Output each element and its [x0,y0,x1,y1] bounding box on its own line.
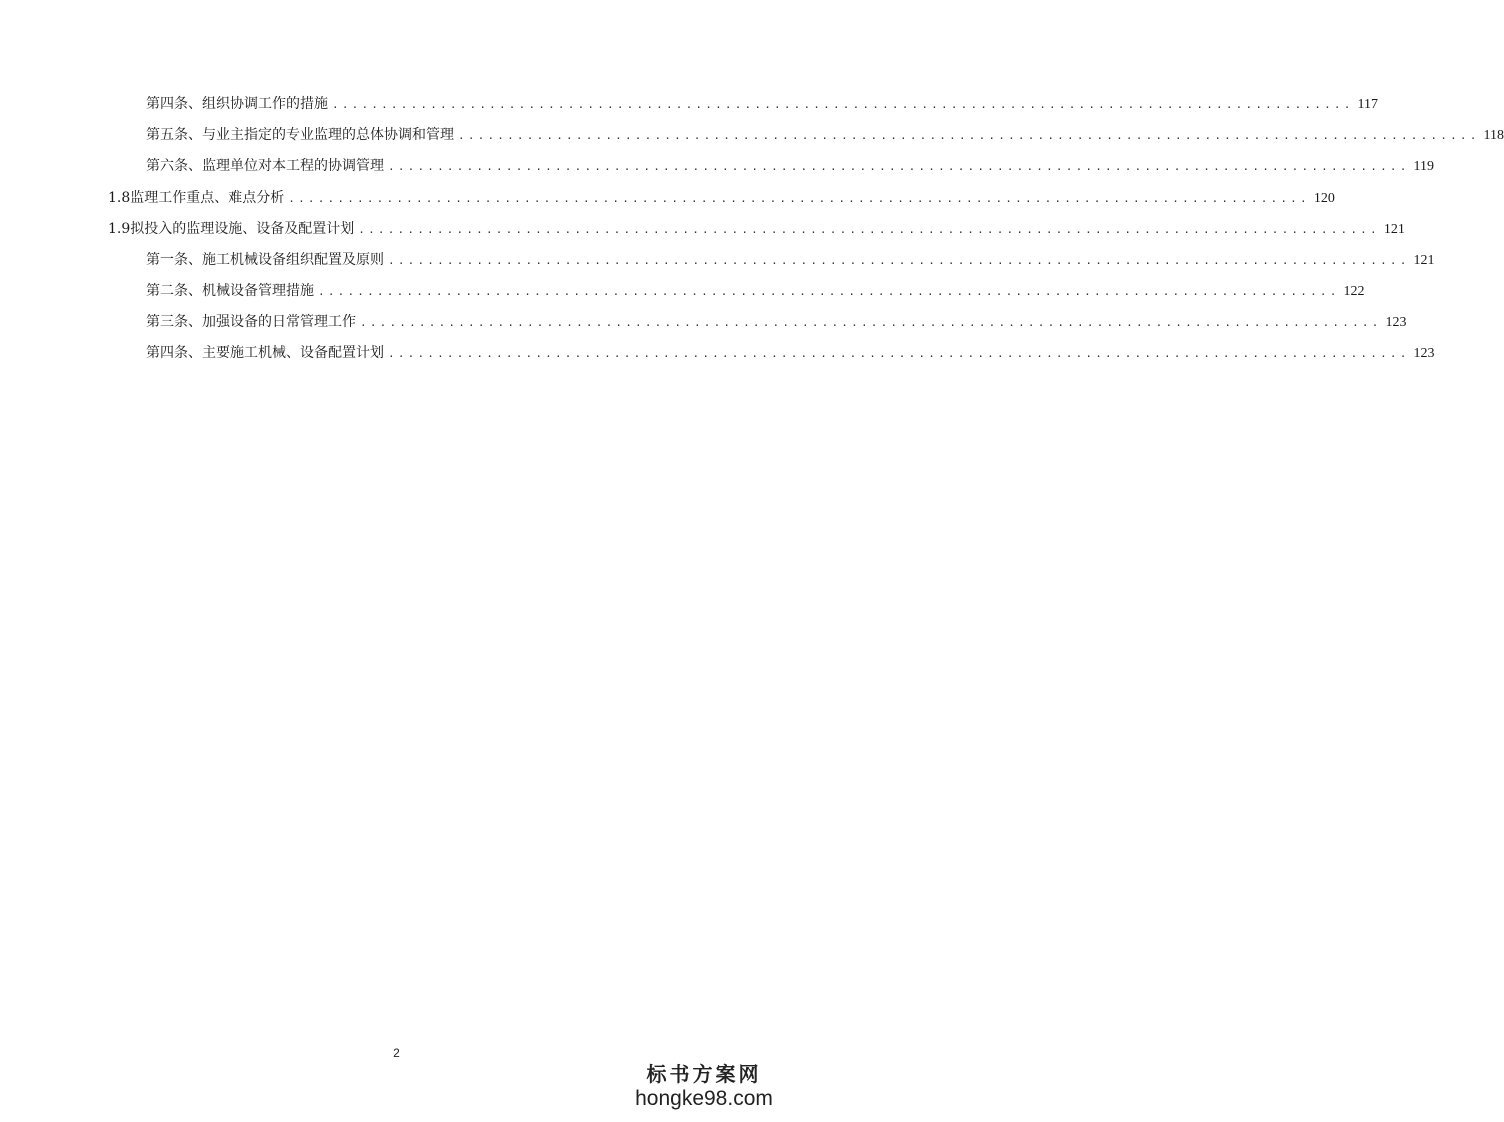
toc-entry[interactable] [146,310,1407,334]
page-number: 2 [393,1046,400,1060]
toc-entry-page: 118 [1483,128,1504,143]
toc-entry-title: 1.9拟投入的监理设施、设备及配置计划 [108,221,355,237]
toc-entry-page: 121 [1413,253,1435,268]
toc-entry-title: 第四条、主要施工机械、设备配置计划 [146,345,384,361]
toc-entry[interactable] [108,186,1335,210]
toc-entry-page: 121 [1383,222,1405,237]
toc-dot-leader: ........................................................................................................ [288,192,1310,205]
toc-entry[interactable] [146,248,1435,272]
toc-entry-page: 123 [1413,346,1435,361]
toc-entry[interactable] [146,341,1435,365]
toc-dot-leader: ........................................................................................................ [358,223,1380,236]
toc-entry-page: 123 [1385,315,1407,330]
toc-dot-leader: ........................................................................................................ [332,98,1354,111]
watermark-name: 标书方案网 [646,1062,762,1086]
toc-dot-leader: ........................................................................................................ [388,160,1410,173]
toc-dot-leader: ........................................................................................................ [388,347,1410,360]
toc-entry[interactable] [146,279,1365,303]
toc-entry-title: 第五条、与业主指定的专业监理的总体协调和管理 [146,127,454,143]
toc-dot-leader: ........................................................................................................ [360,316,1382,329]
toc-entry-title: 第一条、施工机械设备组织配置及原则 [146,252,384,268]
toc-entry-title: 1.8监理工作重点、难点分析 [108,190,285,206]
toc-entry[interactable] [146,92,1379,116]
toc-dot-leader: ........................................................................................................ [388,254,1410,267]
toc-dot-leader: ........................................................................................................ [458,129,1480,142]
toc-entry-page: 122 [1343,284,1365,299]
toc-entry-title: 第二条、机械设备管理措施 [146,283,314,299]
toc-entry-page: 120 [1313,191,1335,206]
watermark-site: hongke98.com [635,1087,773,1110]
toc-entry-page: 117 [1357,97,1379,112]
toc-entry[interactable] [146,154,1435,178]
toc-entry-title: 第六条、监理单位对本工程的协调管理 [146,158,384,174]
toc-dot-leader: ........................................................................................................ [318,285,1340,298]
toc-entry-page: 119 [1413,159,1435,174]
toc-entry-title: 第四条、组织协调工作的措施 [146,96,328,112]
toc-entry[interactable] [108,217,1405,241]
toc-entry[interactable] [146,123,1504,147]
site-watermark [629,1062,779,1112]
toc-entry-title: 第三条、加强设备的日常管理工作 [146,314,356,330]
